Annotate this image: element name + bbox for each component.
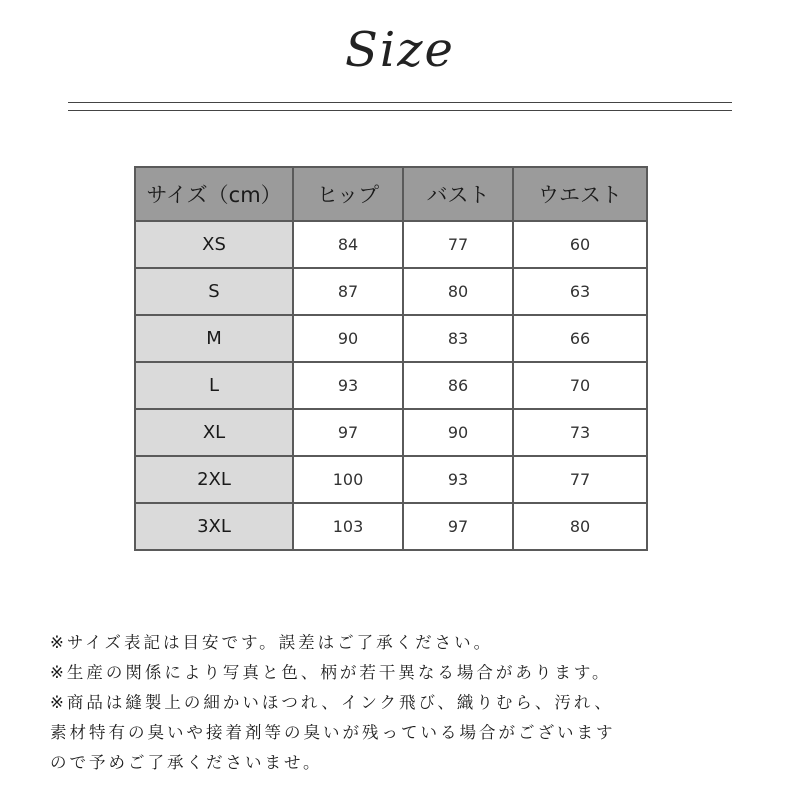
table-header-row — [135, 167, 647, 221]
table-row — [135, 409, 647, 456]
cell-hip: 87 — [293, 268, 403, 315]
divider-bottom — [68, 110, 732, 111]
cell-size: 3XL — [135, 503, 293, 550]
note-line: ※生産の関係により写真と色、柄が若干異なる場合があります。 — [50, 663, 612, 682]
cell-hip: 93 — [293, 362, 403, 409]
cell-bust: 80 — [403, 268, 513, 315]
header-bust: バスト — [403, 167, 513, 221]
note-line: ので予めご了承くださいませ。 — [50, 753, 323, 772]
notes-block — [50, 628, 790, 778]
cell-size: L — [135, 362, 293, 409]
cell-bust: 97 — [403, 503, 513, 550]
cell-bust: 83 — [403, 315, 513, 362]
size-table — [134, 166, 648, 551]
cell-hip: 84 — [293, 221, 403, 268]
cell-size: XL — [135, 409, 293, 456]
note-line: ※商品は縫製上の細かいほつれ、インク飛び、織りむら、汚れ、 — [50, 693, 614, 712]
cell-waist: 77 — [513, 456, 647, 503]
cell-bust: 90 — [403, 409, 513, 456]
page-title: Size — [345, 22, 455, 78]
table-row — [135, 315, 647, 362]
cell-waist: 63 — [513, 268, 647, 315]
cell-bust: 77 — [403, 221, 513, 268]
table-row — [135, 268, 647, 315]
cell-hip: 97 — [293, 409, 403, 456]
table-row — [135, 221, 647, 268]
cell-waist: 66 — [513, 315, 647, 362]
header-waist: ウエスト — [513, 167, 647, 221]
cell-hip: 103 — [293, 503, 403, 550]
cell-bust: 93 — [403, 456, 513, 503]
cell-hip: 90 — [293, 315, 403, 362]
note-line: ※サイズ表記は目安です。誤差はご了承ください。 — [50, 633, 494, 652]
cell-size: XS — [135, 221, 293, 268]
cell-waist: 73 — [513, 409, 647, 456]
cell-hip: 100 — [293, 456, 403, 503]
table-row — [135, 503, 647, 550]
table-row — [135, 362, 647, 409]
cell-bust: 86 — [403, 362, 513, 409]
header-size: サイズ（cm） — [135, 167, 293, 221]
divider-top — [68, 102, 732, 103]
cell-waist: 70 — [513, 362, 647, 409]
header-hip: ヒップ — [293, 167, 403, 221]
note-line: 素材特有の臭いや接着剤等の臭いが残っている場合がございます — [50, 723, 616, 742]
cell-size: M — [135, 315, 293, 362]
cell-waist: 80 — [513, 503, 647, 550]
cell-waist: 60 — [513, 221, 647, 268]
table-row — [135, 456, 647, 503]
cell-size: 2XL — [135, 456, 293, 503]
cell-size: S — [135, 268, 293, 315]
